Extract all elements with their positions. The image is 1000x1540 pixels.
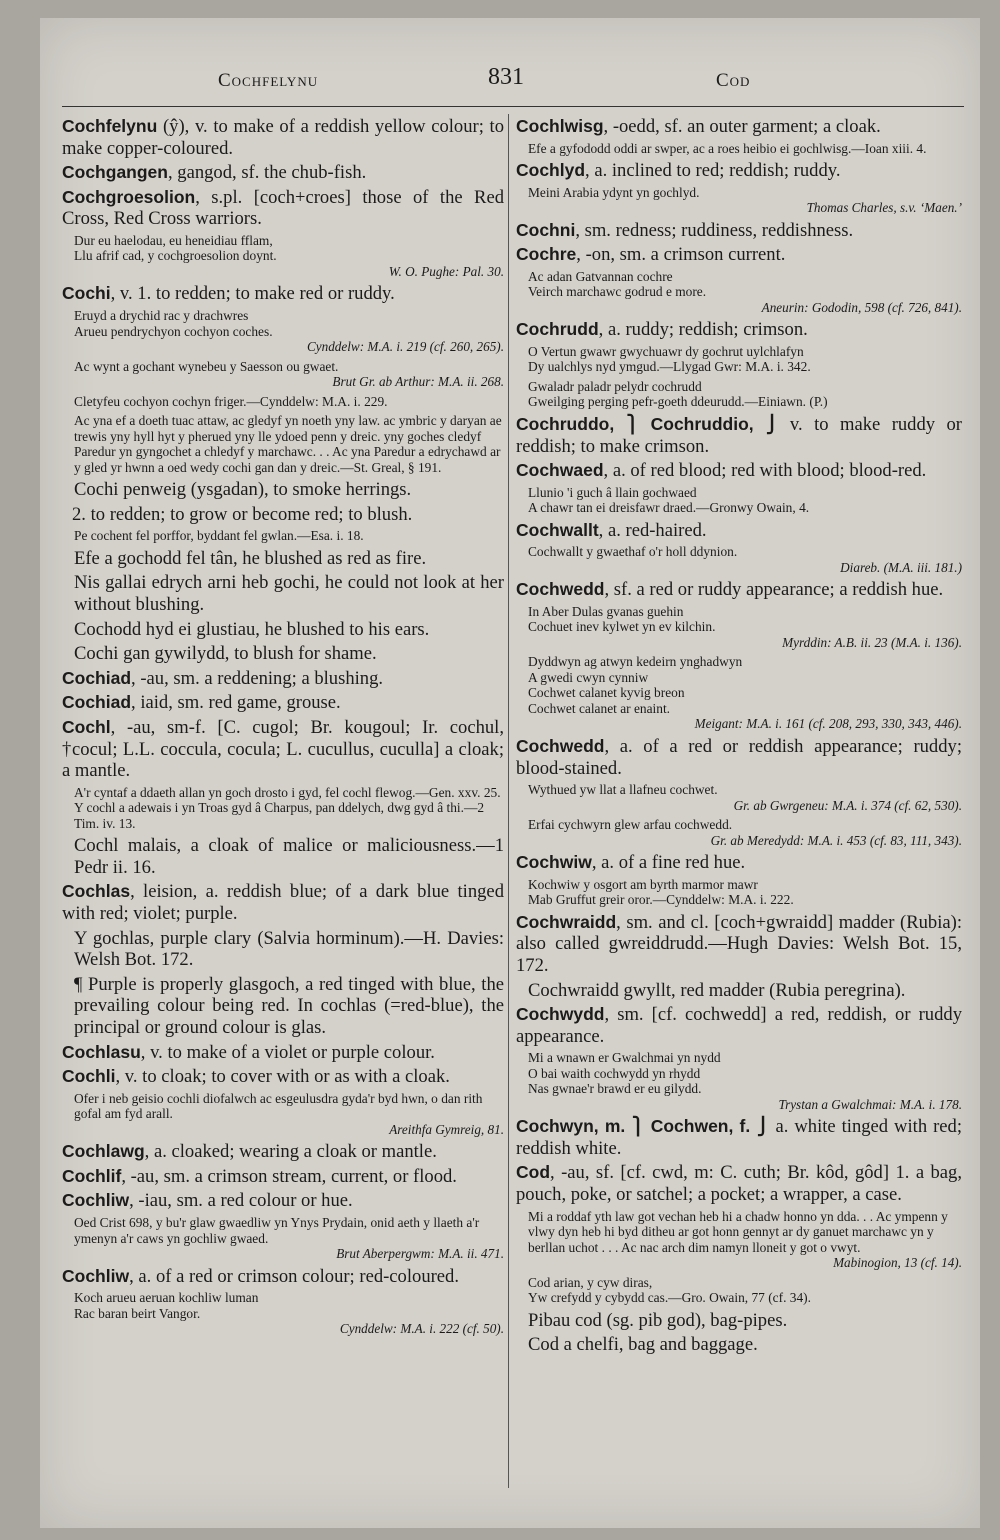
entry-definition: , a. ruddy; reddish; crimson. bbox=[598, 319, 808, 341]
entry-headword: Cochlas bbox=[62, 881, 131, 902]
entry-definition: , v. to cloak; to cover with or as with a cloak. bbox=[115, 1066, 450, 1088]
citation-quote bbox=[74, 308, 504, 355]
dictionary-entry bbox=[62, 1042, 504, 1064]
citation-quote bbox=[74, 1290, 504, 1337]
entry-headword: Cochfelynu bbox=[62, 116, 158, 136]
citation-source: Diareb. (M.A. iii. 181.) bbox=[840, 559, 962, 575]
header-rule bbox=[62, 106, 964, 107]
citation-line: Rac baran beirt Vangor. bbox=[74, 1305, 201, 1321]
citation-line: A'r cyntaf a ddaeth allan yn goch drosto i gyd, fel cochl flewog.—Gen. xxv. 25. bbox=[74, 784, 501, 800]
entry-definition: , -au, sm. a reddening; a blushing. bbox=[131, 667, 384, 689]
entry-headword: Cochwyn, m. ⎫ Cochwen, f. ⎭ bbox=[516, 1116, 770, 1137]
citation-source: Gr. ab Meredydd: M.A. i. 453 (cf. 83, 111, 343). bbox=[710, 832, 962, 848]
dictionary-entry bbox=[62, 1066, 504, 1088]
citation-line: Ac adan Gatvannan cochre bbox=[528, 268, 673, 284]
usage-example: Y gochlas, purple clary (Salvia horminum).—H. Davies: Welsh Bot. 172. bbox=[74, 927, 504, 971]
citation-line: Cochwet calanet ar enaint. bbox=[528, 700, 671, 716]
citation-line: Cochwet calanet kyvig breon bbox=[528, 685, 685, 701]
citation-line: Y cochl a adewais i yn Troas gyd â Charpus, pan ddelych, dwg gyd â thi.—2 Tim. iv. 13. bbox=[74, 800, 485, 831]
dictionary-entry bbox=[516, 220, 962, 242]
citation-quote bbox=[528, 379, 962, 410]
citation-quote bbox=[74, 359, 504, 390]
dictionary-entry bbox=[516, 520, 962, 542]
citation-quote bbox=[528, 141, 962, 157]
entry-definition: , iaid, sm. red game, grouse. bbox=[131, 692, 341, 714]
usage-example: Efe a gochodd fel tân, he blushed as red as fire. bbox=[74, 547, 427, 569]
dictionary-entry bbox=[516, 852, 962, 874]
dictionary-page bbox=[40, 18, 980, 1528]
entry-headword: Cochlwisg bbox=[516, 116, 604, 136]
citation-quote bbox=[528, 185, 962, 216]
usage-example: Cod a chelfi, bag and baggage. bbox=[528, 1334, 758, 1356]
citation-quote bbox=[528, 877, 962, 908]
citation-quote bbox=[528, 1050, 962, 1112]
citation-line: Mi a roddaf yth law got vechan heb hi a chadw honno yn dda. . . Ac ympenn y vlwy dyn heb hi byd ditheu ar got honn gennyt ar dy ganuet marchawc yn y berllan uchot . . . Ac nac arch dim namyn lloneit y got o vwyt. bbox=[528, 1208, 948, 1255]
citation-line: Kochwiw y osgort am byrth marmor mawr bbox=[528, 876, 758, 892]
citation-line: O bai waith cochwydd yn rhydd bbox=[528, 1065, 701, 1081]
entry-definition: , -oedd, sf. an outer garment; a cloak. bbox=[603, 116, 881, 137]
entry-headword: Cochwedd bbox=[516, 735, 605, 756]
entry-headword: Cochgroesolion bbox=[62, 186, 196, 207]
dictionary-entry bbox=[62, 1190, 504, 1212]
citation-line: Meini Arabia ydynt yn gochlyd. bbox=[528, 184, 700, 200]
entry-headword: Cochre bbox=[516, 244, 577, 265]
dictionary-entry bbox=[62, 692, 504, 714]
citation-quote bbox=[74, 1215, 504, 1262]
citation-quote bbox=[528, 544, 962, 575]
entry-definition: , gangod, sf. the chub-fish. bbox=[167, 162, 367, 184]
citation-line: Nas gwnae'r brawd er eu gilydd. bbox=[528, 1081, 702, 1097]
citation-line: Veirch marchawc godrud e more. bbox=[528, 284, 707, 300]
page-number: 831 bbox=[488, 64, 524, 90]
entry-definition: , s.pl. [coch+croes] those of the Red Cross, Red Cross warriors. bbox=[62, 186, 504, 230]
citation-line: Yw crefydd y cybydd cas.—Gro. Owain, 77 (cf. 34). bbox=[528, 1290, 811, 1306]
right-column bbox=[516, 116, 962, 1359]
dictionary-entry bbox=[62, 1141, 504, 1163]
entry-definition: , sm. redness; ruddiness, reddishness. bbox=[575, 219, 854, 241]
left-column bbox=[62, 116, 504, 1341]
entry-headword: Cochrudd bbox=[516, 319, 599, 340]
citation-quote bbox=[74, 785, 504, 832]
citation-line: Dur eu haelodau, eu heneidiau fflam, bbox=[74, 232, 273, 248]
entry-headword: Cochiad bbox=[62, 692, 132, 713]
header-left-guide-word: Cochfelynu bbox=[218, 70, 319, 91]
entry-definition: , a. cloaked; wearing a cloak or mantle. bbox=[144, 1141, 437, 1163]
citation-source: Brut Gr. ab Arthur: M.A. ii. 268. bbox=[332, 374, 504, 390]
entry-definition: , a. of a red or crimson colour; red-coloured. bbox=[129, 1265, 460, 1287]
citation-line: Cletyfeu cochyon cochyn friger.—Cynddelw: M.A. i. 229. bbox=[74, 393, 388, 409]
entry-definition: , a. inclined to red; reddish; ruddy. bbox=[585, 160, 841, 182]
citation-line: Llunio 'i guch â llain gochwaed bbox=[528, 484, 697, 500]
citation-line: Dyddwyn ag atwyn kedeirn ynghadwyn bbox=[528, 654, 743, 670]
entry-headword: Cochwallt bbox=[516, 519, 599, 540]
entry-definition: , leision, a. reddish blue; of a dark blue tinged with red; violet; purple. bbox=[62, 881, 504, 924]
entry-headword: Cochgangen bbox=[62, 162, 168, 183]
entry-definition: , -au, sm-f. [C. cugol; Br. kougoul; Ir. cochul, †cocul; L.L. coccula, cocula; L. cucullus, cuculla] a cloak; a mantle. bbox=[62, 716, 504, 782]
citation-source: W. O. Pughe: Pal. 30. bbox=[388, 263, 504, 279]
dictionary-entry bbox=[62, 162, 504, 184]
entry-headword: Cod bbox=[516, 1162, 551, 1183]
citation-quote bbox=[74, 528, 504, 544]
usage-example: Cochi penweig (ysgadan), to smoke herrings. bbox=[74, 479, 412, 501]
entry-headword: Cochlasu bbox=[62, 1041, 141, 1062]
citation-quote bbox=[528, 654, 962, 732]
dictionary-entry bbox=[516, 244, 962, 266]
dictionary-entry bbox=[516, 116, 962, 138]
citation-line: Arueu pendrychyon cochyon coches. bbox=[74, 323, 273, 339]
dictionary-entry bbox=[62, 1166, 504, 1188]
citation-line: Cochwallt y gwaethaf o'r holl ddynion. bbox=[528, 544, 738, 560]
citation-source: Meigant: M.A. i. 161 (cf. 208, 293, 330, 343, 446). bbox=[694, 716, 962, 732]
entry-definition: a. white tinged with red; reddish white. bbox=[516, 1116, 962, 1159]
entry-headword: Cochliw bbox=[62, 1190, 130, 1211]
header-right-guide-word: Cod bbox=[716, 70, 751, 91]
dictionary-entry bbox=[62, 717, 504, 782]
citation-source: Aneurin: Gododin, 598 (cf. 726, 841). bbox=[761, 299, 962, 315]
citation-quote bbox=[74, 1091, 504, 1138]
dictionary-entry bbox=[516, 1162, 962, 1205]
citation-line: Erfai cychwyrn glew arfau cochwedd. bbox=[528, 817, 733, 833]
citation-source: Gr. ab Gwrgeneu: M.A. i. 374 (cf. 62, 530). bbox=[733, 797, 962, 813]
column-divider bbox=[508, 114, 509, 1488]
entry-headword: Cochwaed bbox=[516, 460, 604, 481]
entry-definition: , a. red-haired. bbox=[598, 519, 707, 541]
citation-line: Cochuet inev kylwet yn ev kilchin. bbox=[528, 619, 716, 635]
citation-quote bbox=[528, 604, 962, 651]
dictionary-entry bbox=[516, 736, 962, 779]
dictionary-entry bbox=[62, 881, 504, 924]
citation-line: Gwaladr paladr pelydr cochrudd bbox=[528, 378, 702, 394]
usage-example: Cochi gan gywilydd, to blush for shame. bbox=[74, 643, 377, 665]
citation-line: Oed Crist 698, y bu'r glaw gwaedliw yn Ynys Prydain, onid aeth y llaeth a'r ymenyn a'r caws yn gochliw gwaed. bbox=[74, 1215, 480, 1246]
citation-line: Pe cochent fel porffor, byddant fel gwlan.—Esa. i. 18. bbox=[74, 528, 364, 544]
entry-definition: , v. 1. to redden; to make red or ruddy. bbox=[110, 283, 395, 305]
citation-quote bbox=[74, 233, 504, 280]
citation-line: In Aber Dulas gvanas guehin bbox=[528, 603, 684, 619]
dictionary-entry bbox=[516, 414, 962, 457]
citation-quote bbox=[528, 782, 962, 813]
usage-example: Cochl malais, a cloak of malice or maliciousness.—1 Pedr ii. 16. bbox=[74, 835, 504, 878]
dictionary-entry bbox=[516, 579, 962, 601]
citation-line: Wythued yw llat a llafneu cochwet. bbox=[528, 782, 718, 798]
citation-line: Dy ualchlys nyd ymgud.—Llygad Gwr: M.A. i. 342. bbox=[528, 359, 811, 375]
citation-source: Brut Aberpergwm: M.A. ii. 471. bbox=[336, 1246, 504, 1261]
entry-headword: Cochwiw bbox=[516, 852, 592, 873]
citation-line: Mab Gruffut greir oror.—Cynddelw: M.A. i. 222. bbox=[528, 892, 794, 908]
citation-source: Trystan a Gwalchmai: M.A. i. 178. bbox=[778, 1096, 962, 1112]
dictionary-entry bbox=[62, 187, 504, 230]
citation-line: A gwedi cwyn cynniw bbox=[528, 669, 649, 685]
entry-headword: Cochwydd bbox=[516, 1004, 605, 1025]
usage-example: Cochodd hyd ei glustiau, he blushed to his ears. bbox=[74, 618, 430, 640]
citation-line: Efe a gyfododd oddi ar swper, ac a roes heibio ei gochlwisg.—Ioan xiii. 4. bbox=[528, 140, 927, 156]
entry-headword: Cochwraidd bbox=[516, 911, 617, 932]
citation-line: Ac yna ef a doeth tuac attaw, ac gledyf yn noeth yny law. ac ymbric y daryan ae trewis yny hyll hyt y pherued yny lle ydoed penn y dreic. yny goches cledyf Paredur yn gyngochet a chledyf y marchawc. . . Ac yna Paredur a edrychawd ar y gled yr hwnn a oed wedy cochi gan dan y dreic.—St. Greal, § 191. bbox=[74, 413, 502, 475]
entry-definition: , v. to make of a violet or purple colour. bbox=[140, 1041, 435, 1063]
dictionary-entry bbox=[62, 283, 504, 305]
entry-headword: Cochni bbox=[516, 219, 576, 240]
entry-definition: , a. of red blood; red with blood; blood-red. bbox=[603, 460, 927, 482]
usage-example: Nis gallai edrych arni heb gochi, he could not look at her without blushing. bbox=[74, 572, 504, 615]
citation-line: O Vertun gwawr gwychuawr dy gochrut uylchlafyn bbox=[528, 343, 804, 359]
citation-source: Cynddelw: M.A. i. 219 (cf. 260, 265). bbox=[306, 339, 504, 355]
sense-definition: 2. to redden; to grow or become red; to blush. bbox=[72, 503, 413, 525]
dictionary-entry bbox=[516, 1004, 962, 1047]
dictionary-entry bbox=[62, 1266, 504, 1288]
citation-quote bbox=[528, 1209, 962, 1271]
dictionary-entry bbox=[516, 460, 962, 482]
entry-headword: Cochwedd bbox=[516, 579, 605, 600]
dictionary-entry bbox=[516, 1116, 962, 1159]
dictionary-entry bbox=[516, 912, 962, 977]
entry-headword: Cochliw bbox=[62, 1265, 130, 1286]
entry-definition: , sm. [cf. cochwedd] a red, reddish, or ruddy appearance. bbox=[516, 1004, 962, 1047]
citation-line: Cod arian, y cyw diras, bbox=[528, 1274, 653, 1290]
citation-quote bbox=[74, 394, 504, 410]
entry-headword: Cochlif bbox=[62, 1165, 122, 1186]
citation-source: Areithfa Gymreig, 81. bbox=[389, 1121, 504, 1137]
entry-headword: Cochlyd bbox=[516, 160, 586, 181]
citation-quote bbox=[528, 344, 962, 375]
citation-line: Mi a wnawn er Gwalchmai yn nydd bbox=[528, 1050, 721, 1066]
dictionary-entry bbox=[516, 319, 962, 341]
entry-definition: , -iau, sm. a red colour or hue. bbox=[129, 1190, 353, 1212]
citation-quote bbox=[528, 269, 962, 316]
usage-example: Cochwraidd gwyllt, red madder (Rubia peregrina). bbox=[528, 979, 906, 1001]
entry-definition: , -au, sm. a crimson stream, current, or flood. bbox=[121, 1165, 457, 1187]
entry-definition: , -on, sm. a crimson current. bbox=[576, 244, 786, 266]
citation-line: Ofer i neb geisio cochli diofalwch ac esgeulusdra gyda'r byd hwn, o dan rith gofal am fyd arall. bbox=[74, 1090, 483, 1122]
entry-definition: v. to make ruddy or reddish; to make crimson. bbox=[516, 413, 963, 457]
entry-definition: , a. of a red or reddish appearance; ruddy; blood-stained. bbox=[516, 735, 962, 779]
entry-headword: Cochruddo, ⎫ Cochruddio, ⎭ bbox=[516, 413, 779, 434]
entry-headword: Cochli bbox=[62, 1066, 116, 1087]
citation-quote bbox=[74, 413, 504, 475]
citation-quote bbox=[528, 817, 962, 848]
dictionary-entry bbox=[62, 668, 504, 690]
citation-source: Myrddin: A.B. ii. 23 (M.A. i. 136). bbox=[782, 634, 962, 650]
running-header bbox=[40, 62, 980, 102]
citation-source: Mabinogion, 13 (cf. 14). bbox=[833, 1255, 962, 1271]
entry-definition: (ŷ), v. to make of a reddish yellow colour; to make copper-coloured. bbox=[62, 116, 504, 159]
entry-headword: Cochi bbox=[62, 283, 111, 304]
entry-headword: Cochl bbox=[62, 716, 111, 737]
citation-quote bbox=[528, 485, 962, 516]
usage-example: ¶ Purple is properly glasgoch, a red tinged with blue, the prevailing colour being red. In cochlas (=red-blue), the principal or ground colour is glas. bbox=[74, 973, 504, 1038]
entry-definition: , a. of a fine red hue. bbox=[591, 852, 746, 874]
citation-quote bbox=[528, 1275, 962, 1306]
entry-definition: , sm. and cl. [coch+gwraidd] madder (Rubia): also called gwreiddrudd.—Hugh Davies: Welsh Bot. 15, 172. bbox=[516, 911, 962, 976]
citation-line: Koch arueu aeruan kochliw luman bbox=[74, 1290, 259, 1306]
entry-definition: , -au, sf. [cf. cwd, m: C. cuth; Br. kôd, gôd] 1. a bag, pouch, poke, or satchel; a pocket; a wrapper, a case. bbox=[516, 1162, 962, 1206]
citation-line: Gweilging perging pefr-goeth ddeurudd.—Einiawn. (P.) bbox=[528, 394, 828, 410]
entry-headword: Cochiad bbox=[62, 667, 132, 688]
citation-line: Eruyd a drychid rac y drachwres bbox=[74, 308, 249, 324]
citation-line: Ac wynt a gochant wynebeu y Saesson ou gwaet. bbox=[74, 358, 339, 374]
entry-headword: Cochlawg bbox=[62, 1141, 145, 1162]
dictionary-entry bbox=[62, 116, 504, 159]
citation-source: Thomas Charles, s.v. ‘Maen.’ bbox=[806, 200, 962, 216]
entry-definition: , sf. a red or ruddy appearance; a reddish hue. bbox=[604, 579, 944, 601]
usage-example: Pibau cod (sg. pib god), bag-pipes. bbox=[528, 1309, 788, 1331]
citation-line: A chawr tan ei dreisfawr draed.—Gronwy Owain, 4. bbox=[528, 500, 810, 516]
dictionary-entry bbox=[516, 160, 962, 182]
citation-line: Llu afrif cad, y cochgroesolion doynt. bbox=[74, 248, 277, 264]
citation-source: Cynddelw: M.A. i. 222 (cf. 50). bbox=[339, 1321, 504, 1337]
